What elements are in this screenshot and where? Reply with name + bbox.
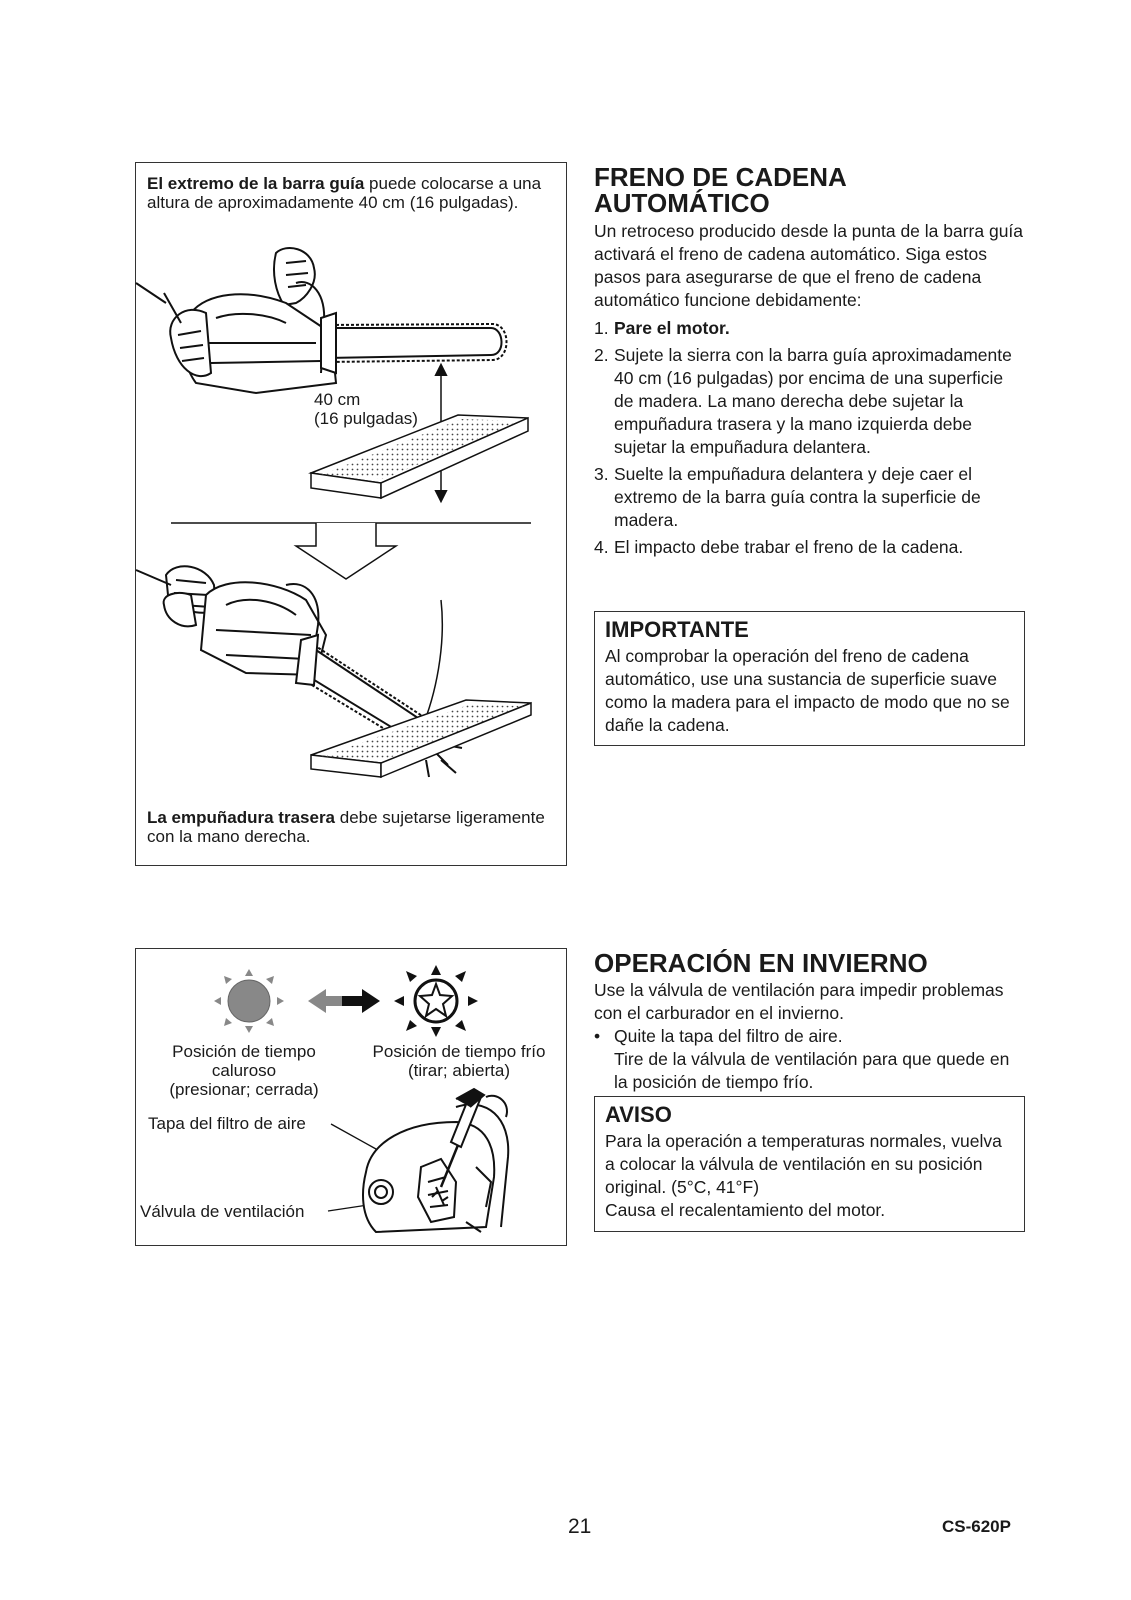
important-title: IMPORTANTE — [605, 617, 749, 642]
brake-test-figure-box — [135, 162, 567, 866]
notice-text-1: Para la operación a temperaturas normales, vuelva a colocar la válvula de ventilación en su posición original. (5°C, 41°F) — [605, 1131, 1002, 1197]
step-4: 4. El impacto debe trabar el freno de la cadena. — [594, 537, 964, 557]
choke-valve-label: Válvula de ventilación — [140, 1202, 305, 1221]
winter-intro: Use la válvula de ventilación para impedir problemas con el carburador en el invierno. — [594, 980, 1004, 1023]
winter-figure-box — [135, 948, 567, 1246]
sun-snow-icons — [136, 951, 568, 1031]
notice-title: AVISO — [605, 1102, 672, 1127]
model-number: CS-620P — [942, 1517, 1011, 1536]
important-text: Al comprobar la operación del freno de cadena automático, use una sustancia de superficie suave como la madera para el impacto de modo que no se dañe la cadena. — [605, 646, 1010, 735]
chain-brake-steps — [594, 317, 1024, 563]
chainsaw-drop-illustration — [136, 555, 568, 805]
figure-caption-bottom: La empuñadura trasera debe sujetarse ligeramente con la mano derecha. — [147, 808, 545, 846]
important-notice — [594, 611, 1025, 746]
cold-position-label: Posición de tiempo frío (tirar; abierta) — [372, 1042, 546, 1080]
step-1: 1. Pare el motor. — [594, 318, 730, 338]
notice-text-2: Causa el recalentamiento del motor. — [605, 1200, 886, 1220]
winter-operation-title: OPERACIÓN EN INVIERNO — [594, 948, 928, 978]
figure-caption-top: El extremo de la barra guía puede colocarse a una altura de aproximadamente 40 cm (16 pulgadas). — [147, 174, 542, 212]
page-number: 21 — [568, 1515, 592, 1538]
chain-brake-title: FRENO DE CADENA AUTOMÁTICO — [594, 162, 847, 218]
step-2: 2. Sujete la sierra con la barra guía aproximadamente 40 cm (16 pulgadas) por encima de una superficie de madera. La mano derecha debe sujetar la empuñadura trasera y la mano izquierda debe sujetar la empuñadura delantera. — [594, 345, 1012, 457]
air-filter-cover-label: Tapa del filtro de aire — [148, 1114, 306, 1133]
step-3: 3. Suelte la empuñadura delantera y deje caer el extremo de la barra guía contra la superficie de madera. — [594, 464, 981, 530]
notice-box — [594, 1096, 1025, 1232]
height-label: 40 cm (16 pulgadas) — [314, 390, 418, 428]
hot-position-label: Posición de tiempo caluroso (presionar; cerrada) — [169, 1042, 319, 1099]
winter-bullet-item: • Quite la tapa del filtro de aire. Tire de la válvula de ventilación para que quede en la posición de tiempo frío. — [594, 1026, 1010, 1092]
carburetor-illustration — [136, 1087, 568, 1247]
chain-brake-intro: Un retroceso producido desde la punta de la barra guía activará el freno de cadena automático. Siga estos pasos para asegurarse de que el freno de cadena automático funcione debidamente: — [594, 221, 1024, 310]
